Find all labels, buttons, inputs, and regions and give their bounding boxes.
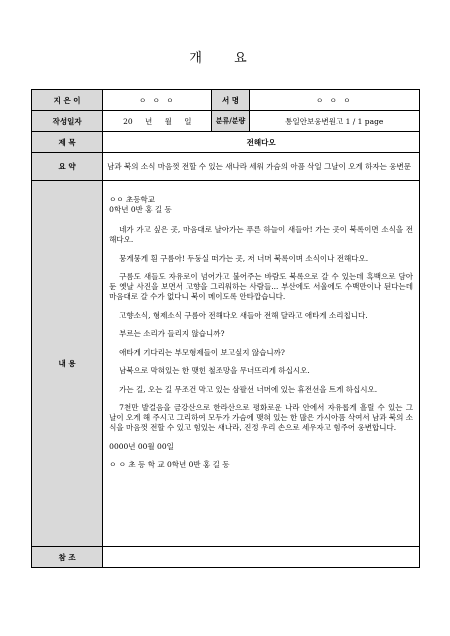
date-year-unit: 년 bbox=[145, 116, 153, 126]
paragraph-2: 뭉게뭉게 흰 구름아! 두둥실 떠가는 곳, 저 너머 북록이며 소식이나 전해다오. bbox=[119, 253, 369, 263]
paragraph-4: 고향소식, 형제소식 구름아 전해다오 새들아 전해 달라고 애타게 소리칩니다. bbox=[119, 310, 368, 320]
date-row bbox=[32, 111, 420, 132]
author-row bbox=[32, 90, 420, 111]
paragraph-7: 남북으로 막혀있는 한 맺힌 철조망을 무너뜨리게 하십시오. bbox=[119, 366, 310, 375]
speech-body bbox=[103, 181, 420, 547]
category-value: 통일안보웅변원고 1 / 1 page bbox=[249, 111, 419, 132]
date-year: 20 bbox=[123, 116, 133, 126]
content-row bbox=[32, 181, 420, 547]
paragraph-3: 구름도 새들도 자유로이 넘어가고 불어주는 바람도 북록으로 갈 수 있는데 흑백으로 담아둔 옛날 사진을 보면서 고향을 그리워하는 사람들... 부산에도 서울에도 수백만이나 된다는데 마음대로 갈 수가 없다니 북이 메이도록 안타깝습니다. bbox=[109, 272, 413, 301]
author-value: ㅇ ㅇ ㅇ bbox=[103, 90, 212, 111]
paragraph-6: 애타게 기다리는 부모형제들이 보고싶지 않습니까? bbox=[119, 347, 285, 357]
date-line: 0000년 00월 00일 bbox=[109, 441, 174, 451]
author-label: 지 은 이 bbox=[32, 90, 103, 111]
subject-row bbox=[32, 132, 420, 153]
reference-row bbox=[32, 547, 420, 568]
date-month-unit: 월 bbox=[164, 116, 172, 126]
category-label: 분류/분량 bbox=[212, 111, 249, 132]
content-label: 내 용 bbox=[32, 181, 103, 547]
speaker-label: 서 명 bbox=[212, 90, 249, 111]
paragraph-9: 7천만 발걸음을 금강산으로 한라산으로 평화로운 나라 안에서 자유롭게 흘릴 수 있는 그 날이 오게 해 주시고 그리하여 모두가 가슴에 맺혀 있는 한 많은 가시아픔 삭여서 남과 북의 소식을 마음껏 전할 수 있고 힘있는 새나라, 진정 우리 손으로 세우자고 힘주어 웅변합니다. bbox=[109, 403, 413, 432]
subject-value: 전해다오 bbox=[103, 132, 420, 153]
summary-value: 남과 북의 소식 마음껏 전할 수 있는 새나라 세워 가슴의 아픔 삭일 그날이 오게 하자는 웅변문 bbox=[103, 153, 420, 181]
date-day-unit: 일 bbox=[184, 116, 192, 126]
reference-value bbox=[103, 547, 420, 568]
date-value bbox=[103, 111, 212, 132]
overview-form-table bbox=[31, 89, 420, 568]
school-line: ㅇㅇ 초등학교 bbox=[109, 195, 156, 204]
paragraph-8: 가는 길, 오는 길 무조건 막고 있는 삼팔선 너머에 있는 휴전선을 트게 하십시오. bbox=[119, 384, 378, 394]
summary-label: 요 약 bbox=[32, 153, 103, 181]
speaker-value: ㅇ ㅇ ㅇ bbox=[249, 90, 419, 111]
date-label: 작성일자 bbox=[32, 111, 103, 132]
page-title: 개 요 bbox=[189, 51, 261, 66]
reference-label: 참 조 bbox=[32, 547, 103, 568]
subject-label: 제 목 bbox=[32, 132, 103, 153]
signature-line: ㅇ ㅇ 초 등 학 교 0학년 0반 홍 길 동 bbox=[109, 460, 230, 469]
student-line: 0학년 0반 홍 길 동 bbox=[109, 205, 172, 214]
paragraph-5: 부르는 소리가 들리지 않습니까? bbox=[119, 329, 225, 338]
paragraph-1: 네가 가고 싶은 곳, 마음대로 날아가는 푸른 하늘이 새들아! 가는 곳이 북록이면 소식을 전해다오. bbox=[109, 225, 413, 244]
summary-row bbox=[32, 153, 420, 181]
